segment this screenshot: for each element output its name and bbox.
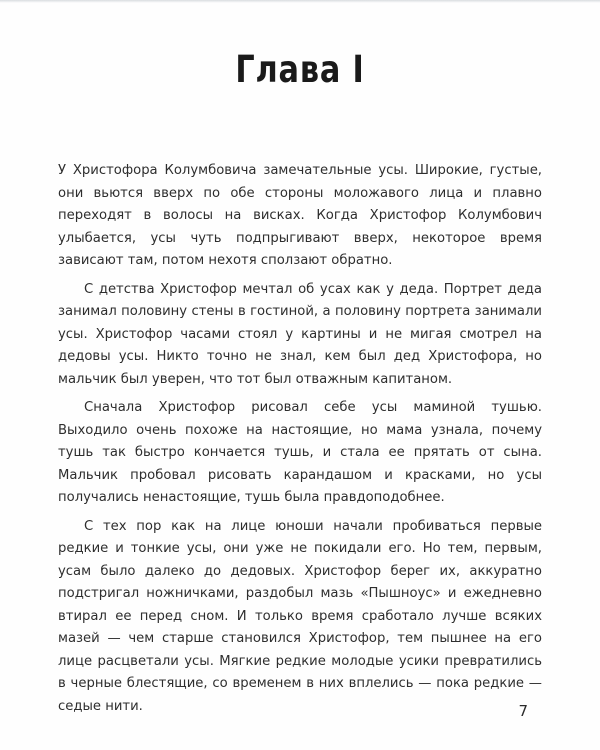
paragraph-3: Сначала Христофор рисовал себе усы маминой тушью. Выходило очень похоже на настоящие, но мама узнала, почему тушь так быстро кончается тушь, и стала ее прятать от сына. Мальчик пробовал рисовать карандашом и красками, но усы получались ненастоящие, тушь была правдоподобнее. xyxy=(58,400,542,505)
paragraph-4: С тех пор как на лице юноши начали пробиваться первые редкие и тонкие усы, они уже не покидали его. Но тем, первым, усам было далеко до дедовых. Христофор берег их, аккуратно подстригал ножничками, раздобыл мазь «Пышноус» и ежедневно втирал ее перед сном. И только время сработало лучше всяких мазей — чем старше становился Христофор, тем пышнее на его лице расцветали усы. Мягкие редкие молодые усики превратились в черные блестящие, со временем в них вплелись — пока редкие — седые нити. xyxy=(58,518,542,714)
chapter-title: Глава I xyxy=(235,48,365,91)
page-number: 7 xyxy=(518,702,528,720)
chapter-body xyxy=(58,160,542,724)
paragraph-1: У Христофора Колумбовича замечательные усы. Широкие, густые, они вьются вверх по обе стороны моложавого лица и плавно переходят в волосы на висках. Когда Христофор Колумбович улыбается, усы чуть подпрыгивают вверх, некоторое время зависают там, потом нехотя сползают обратно. xyxy=(58,163,542,268)
page-top-edge xyxy=(0,0,600,3)
paragraph-2: С детства Христофор мечтал об усах как у деда. Портрет деда занимал половину стены в гостиной, а половину портрета занимали усы. Христофор часами стоял у картины и не мигая смотрел на дедовы усы. Никто точно не знал, кем был дед Христофора, но мальчик был уверен, что тот был отважным капитаном. xyxy=(58,281,542,387)
